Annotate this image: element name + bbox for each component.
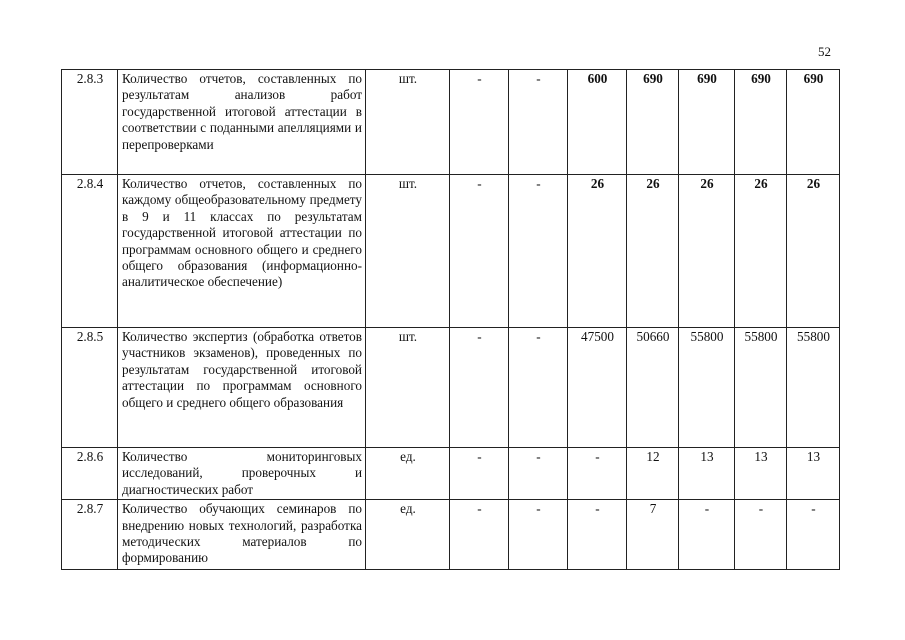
- value-cell: -: [509, 500, 568, 570]
- indicator-table: [61, 69, 840, 570]
- row-number: 2.8.5: [62, 328, 118, 448]
- value-cell: 55800: [787, 328, 840, 448]
- value-cell: 13: [735, 448, 787, 500]
- value-cell: 7: [627, 500, 679, 570]
- table-row: [62, 448, 840, 500]
- value-cell: 12: [627, 448, 679, 500]
- row-unit: шт.: [366, 328, 450, 448]
- value-cell: -: [450, 70, 509, 175]
- value-cell: 26: [787, 175, 840, 328]
- row-number: 2.8.6: [62, 448, 118, 500]
- value-cell: 47500: [568, 328, 627, 448]
- value-cell: 55800: [679, 328, 735, 448]
- value-cell: 26: [568, 175, 627, 328]
- value-cell: -: [509, 448, 568, 500]
- value-cell: -: [450, 175, 509, 328]
- table-row: [62, 70, 840, 175]
- value-cell: -: [568, 448, 627, 500]
- value-cell: -: [450, 448, 509, 500]
- row-description: Количество мониторинговых исследований, проверочных и диагностических работ: [118, 448, 366, 500]
- table-row: [62, 500, 840, 570]
- row-description: Количество обучающих семинаров по внедрению новых технологий, разработка методических материалов по формированию: [118, 500, 366, 570]
- row-unit: ед.: [366, 448, 450, 500]
- value-cell: -: [735, 500, 787, 570]
- value-cell: 690: [787, 70, 840, 175]
- row-number: 2.8.3: [62, 70, 118, 175]
- value-cell: 690: [679, 70, 735, 175]
- value-cell: 600: [568, 70, 627, 175]
- value-cell: 26: [679, 175, 735, 328]
- row-description: Количество отчетов, составленных по результатам анализов работ государственной итоговой аттестации в соответствии с поданными апелляциями и перепроверками: [118, 70, 366, 175]
- value-cell: -: [509, 328, 568, 448]
- value-cell: 26: [627, 175, 679, 328]
- value-cell: -: [509, 70, 568, 175]
- row-description: Количество отчетов, составленных по каждому общеобразовательному предмету в 9 и 11 классах по результатам государственной итоговой аттестации по программам основного общего и среднего общего образования (информационно-аналитическое обеспечение): [118, 175, 366, 328]
- value-cell: 690: [735, 70, 787, 175]
- value-cell: -: [679, 500, 735, 570]
- row-number: 2.8.4: [62, 175, 118, 328]
- value-cell: 690: [627, 70, 679, 175]
- value-cell: 55800: [735, 328, 787, 448]
- page-number: 52: [818, 44, 831, 59]
- row-unit: ед.: [366, 500, 450, 570]
- row-description: Количество экспертиз (обработка ответов участников экзаменов), проведенных по результатам государственной итоговой аттестации по программам основного общего и среднего общего образования: [118, 328, 366, 448]
- table-row: [62, 175, 840, 328]
- value-cell: 50660: [627, 328, 679, 448]
- row-number: 2.8.7: [62, 500, 118, 570]
- row-unit: шт.: [366, 175, 450, 328]
- value-cell: -: [450, 500, 509, 570]
- value-cell: 13: [787, 448, 840, 500]
- value-cell: 13: [679, 448, 735, 500]
- value-cell: -: [568, 500, 627, 570]
- value-cell: -: [509, 175, 568, 328]
- value-cell: -: [787, 500, 840, 570]
- value-cell: 26: [735, 175, 787, 328]
- row-unit: шт.: [366, 70, 450, 175]
- table-row: [62, 328, 840, 448]
- value-cell: -: [450, 328, 509, 448]
